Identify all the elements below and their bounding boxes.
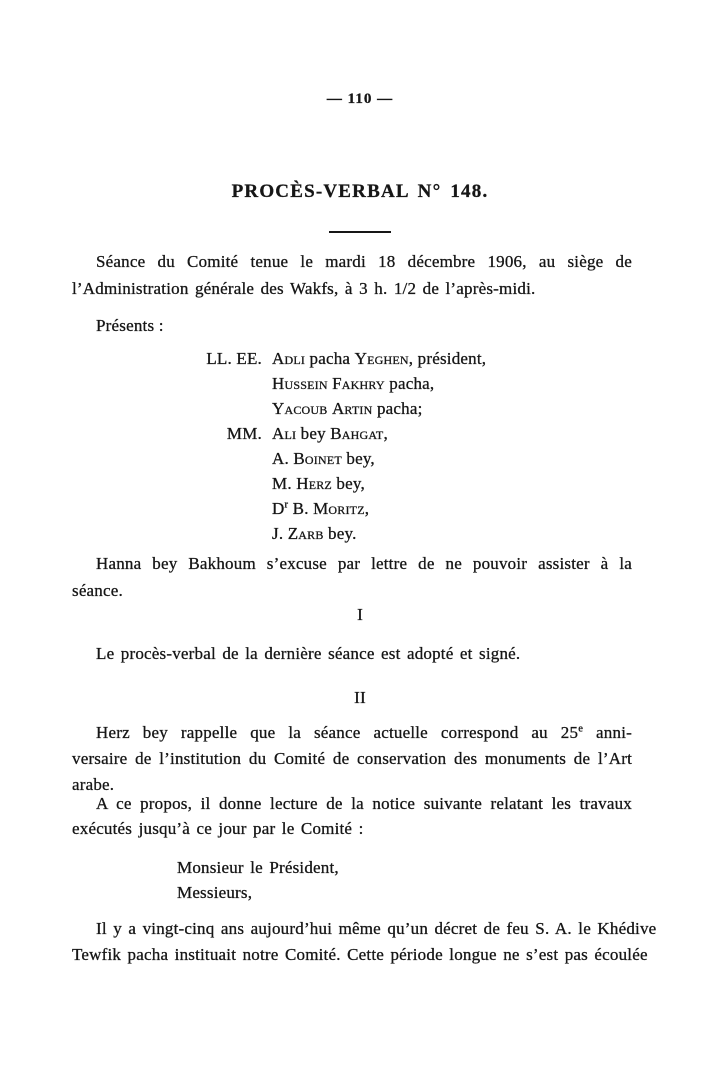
presents-label [72, 312, 632, 339]
attendee-name-part: B. [288, 499, 314, 518]
attendee-name-part: Boinet [293, 449, 342, 468]
attendee-name-part: bey [296, 424, 331, 443]
attendee-name-part: M. [272, 474, 297, 493]
page-number: — 110 — [326, 91, 394, 107]
letter-salutation [177, 855, 339, 905]
attendee-name-part: Artin [331, 399, 373, 418]
attendee-row [72, 346, 632, 371]
attendee-name [272, 471, 365, 496]
attendee-prefix: LL. EE. [206, 349, 262, 368]
attendee-name [272, 346, 486, 371]
attendee-name-part: J. [272, 524, 288, 543]
salutation-line: Monsieur le Président, [177, 858, 339, 877]
closing-line: Il y a vingt-cinq ans aujourd’hui même qu’un décret de feu S. A. le Khédive [96, 919, 657, 938]
attendee-name-part: A. [272, 449, 294, 468]
section-2-numeral: II [354, 688, 366, 707]
apology-paragraph [72, 550, 632, 604]
attendee-name [272, 371, 434, 396]
attendee-name-part: bey, [341, 449, 375, 468]
attendee-name-part: D [272, 499, 285, 518]
attendee-name-part: Fakhry [332, 374, 385, 393]
closing-line: Tewfik pacha instituait notre Comité. Cette période longue ne s’est pas écoulée [72, 945, 648, 964]
attendee-prefix [72, 371, 262, 396]
attendee-row [72, 521, 632, 546]
attendee-name-part: , président, [408, 349, 487, 368]
title-divider-rule [329, 231, 391, 233]
attendee-row [72, 496, 632, 521]
attendee-row [72, 421, 632, 446]
salutation-line: Messieurs, [177, 883, 253, 902]
attendee-name-superscript: r [284, 499, 289, 511]
attendee-prefix: MM. [226, 424, 262, 443]
intro-paragraph [72, 248, 632, 302]
intro-line: Séance du Comité tenue le mardi 18 décembre 1906, au siège de [96, 252, 632, 271]
section-2-paragraph-2 [72, 791, 632, 841]
section-1-paragraph [72, 640, 632, 667]
section-2-line: versaire de l’institution du Comité de conservation des monuments de l’Art [72, 749, 632, 768]
attendee-name-part: Hussein [272, 374, 328, 393]
attendee-prefix [72, 446, 262, 471]
attendee-row [72, 471, 632, 496]
attendee-row [72, 446, 632, 471]
section-2-line: A ce propos, il donne lecture de la notice suivante relatant les travaux [96, 794, 632, 813]
section-2-line [72, 720, 632, 746]
attendee-prefix [72, 521, 262, 546]
attendee-row [72, 396, 632, 421]
section-2-paragraph-1 [72, 720, 632, 798]
document-title: PROCÈS-VERBAL N° 148. [231, 181, 489, 202]
attendee-name [272, 421, 388, 446]
intro-line: l’Administration générale des Wakfs, à 3 h. 1/2 de l’après-midi. [72, 279, 536, 298]
attendee-row [72, 371, 632, 396]
ordinal-superscript: e [578, 723, 584, 735]
attendee-name-part: Herz [296, 474, 332, 493]
attendee-name-part: Ali [272, 424, 297, 443]
section-2-line: exécutés jusqu’à ce jour par le Comité : [72, 819, 364, 838]
section-2-line: arabe. [72, 775, 115, 794]
attendee-name [272, 396, 423, 421]
attendee-name-part: Yacoub [272, 399, 328, 418]
section-1-line: Le procès-verbal de la dernière séance est adopté et signé. [96, 644, 521, 663]
attendee-name [272, 446, 375, 471]
closing-paragraph [72, 916, 657, 968]
attendee-name-part: pacha [305, 349, 355, 368]
attendee-prefix [72, 471, 262, 496]
attendee-name [272, 496, 369, 521]
attendee-name-part: Bahgat [330, 424, 384, 443]
attendee-name-part: pacha; [372, 399, 423, 418]
section-2-line-text: anni- [583, 723, 632, 742]
attendee-prefix [72, 396, 262, 421]
attendee-name-part: Yeghen [354, 349, 409, 368]
attendee-prefix [72, 496, 262, 521]
attendee-name [272, 521, 357, 546]
apology-line: Hanna bey Bakhoum s’excuse par lettre de ne pouvoir assister à la [96, 554, 632, 573]
attendee-name-part: , [364, 499, 370, 518]
attendee-name-part: Moritz [313, 499, 365, 518]
section-1-numeral: I [357, 605, 363, 624]
attendee-name-part: Adli [272, 349, 306, 368]
attendee-name-part: bey, [331, 474, 365, 493]
presents-label-text: Présents : [96, 316, 164, 335]
attendee-name-part: , [383, 424, 388, 443]
apology-line: séance. [72, 581, 123, 600]
attendee-name-part: Zarb [287, 524, 324, 543]
attendee-name-part: bey. [323, 524, 357, 543]
attendee-list [72, 346, 632, 546]
section-2-line-text: Herz bey rappelle que la séance actuelle correspond au 25 [96, 723, 579, 742]
attendee-name-part: pacha, [384, 374, 435, 393]
